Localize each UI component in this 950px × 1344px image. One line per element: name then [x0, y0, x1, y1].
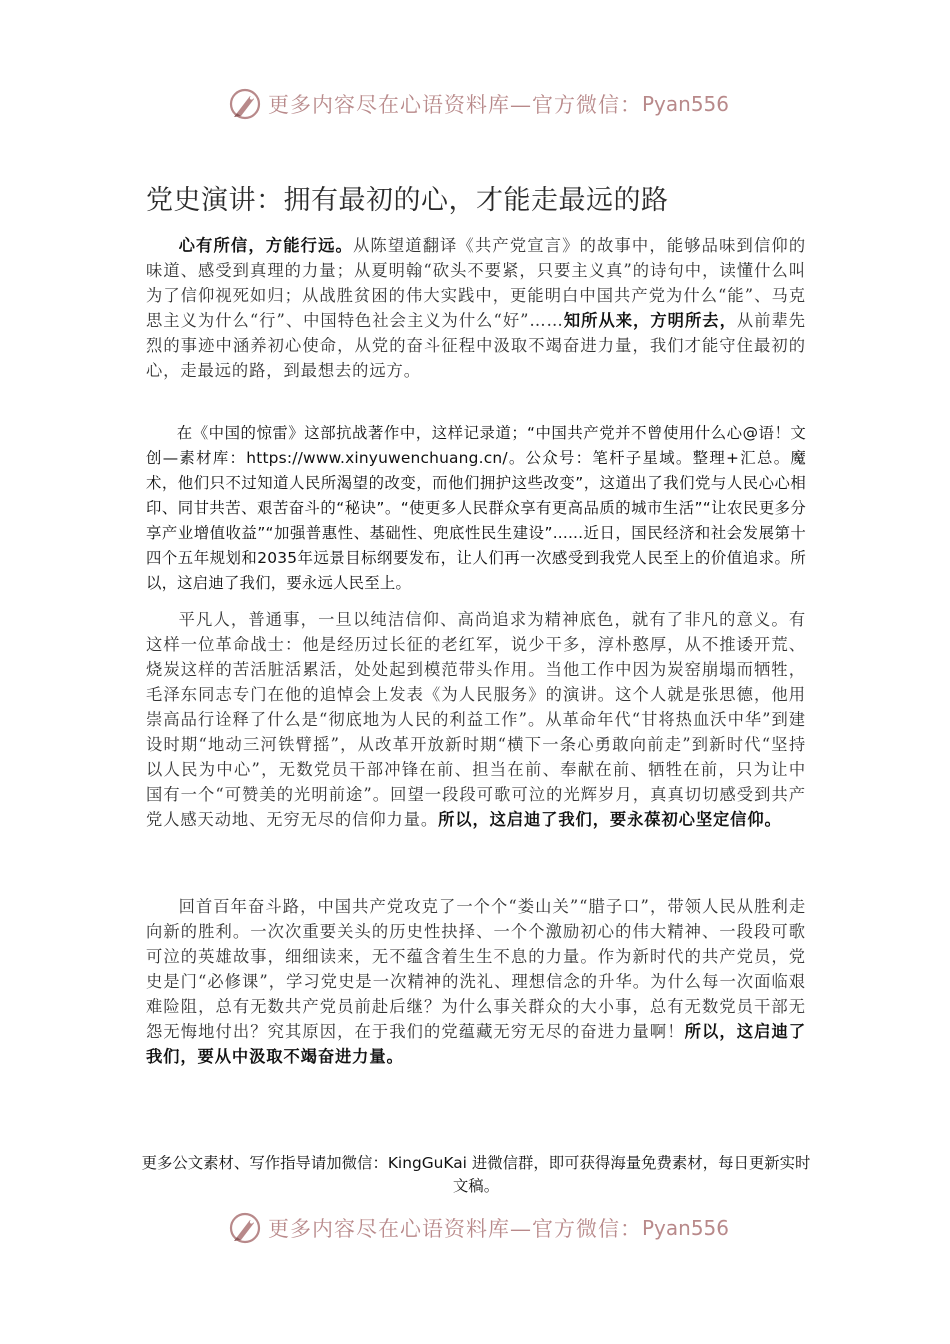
- paragraph-4: [146, 894, 806, 1069]
- footer-note: 更多公文素材、写作指导请加微信：KingGuKai 进微信群，即可获得海量免费素材，每日更新实时文稿。: [141, 1154, 811, 1195]
- paragraph-2: 在《中国的惊雷》这部抗战著作中，这样记录道；“中国共产党并不曾使用什么心@语！文创—素材库：https://www.xinyuwenchuang.cn/。公众号：笔杆子星域。整理+汇总。魔术，他们只不过知道人民所渴望的改变，而他们拥护这些改变”，这道出了我们党与人民心心相印、同甘共苦、艰苦奋斗的“秘诀”。“使更多人民群众享有更高品质的城市生活”“让农民更多分享产业增值收益”“加强普惠性、基础性、兜底性民生建设”......近日，国民经济和社会发展第十四个五年规划和2035年远景目标纲要发布，让人们再一次感受到我党人民至上的价值追求。所以，这启迪了我们，要永远人民至上。: [146, 424, 806, 592]
- paragraph-3-conclusion: 所以，这启迪了我们，要永葆初心坚定信仰。: [438, 810, 782, 829]
- banner-wechat-id: Pyan556: [642, 92, 730, 116]
- paragraph-1-emphasis: 知所从来，方明所去，: [563, 311, 737, 330]
- pen-nib-logo-icon: [228, 1211, 262, 1245]
- paragraph-3: [146, 607, 806, 832]
- paragraph-1-lead: 心有所信，方能行远。: [178, 236, 353, 255]
- banner-text: 更多内容尽在心语资料库—官方微信：: [268, 1217, 642, 1241]
- paragraph-1-text-a: 从陈望道翻译《共产党宣言》的故事中，能够品味到信仰的味道、感受到真理的力量；从夏明翰“砍头不要紧，只要主义真”的诗句中，读懂什么叫为了信仰视死如归；从战胜贫困的伟大实践中，更能明白中国共产党为什么“能”、马克思主义为什么“行”、中国特色社会主义为什么“好”……: [146, 236, 806, 330]
- paragraph-4-conclusion: 所以，这启迪了我们，要从中汲取不竭奋进力量。: [146, 1022, 806, 1066]
- paragraph-1-text-b: 从前辈先烈的事迹中涵养初心使命，从党的奋斗征程中汲取不竭奋进力量，我们才能守住最初的心，走最远的路，到最想去的远方。: [146, 311, 806, 380]
- paragraph-3-text: 平凡人，普通事，一旦以纯洁信仰、高尚追求为精神底色，就有了非凡的意义。有这样一位革命战士：他是经历过长征的老红军，说少干多，淳朴憨厚，从不推诿开荒、烧炭这样的苦活脏活累活，处处起到模范带头作用。当他工作中因为炭窑崩塌而牺牲，毛泽东同志专门在他的追悼会上发表《为人民服务》的演讲。这个人就是张思德，他用崇高品行诠释了什么是“彻底地为人民的利益工作”。从革命年代“甘将热血沃中华”到建设时期“地动三河铁臂摇”，从改革开放新时期“横下一条心勇敢向前走”到新时代“坚持以人民为中心”，无数党员干部冲锋在前、担当在前、奉献在前、牺牲在前，只为让中国有一个“可赞美的光明前途”。回望一段段可歌可泣的光辉岁月，真真切切感受到共产党人感天动地、无穷无尽的信仰力量。: [146, 610, 806, 829]
- paragraph-1: [146, 233, 806, 383]
- footer-banner: [228, 1208, 728, 1248]
- banner-wechat-id: Pyan556: [642, 1216, 730, 1240]
- banner-text: 更多内容尽在心语资料库—官方微信：: [268, 93, 642, 117]
- paragraph-4-text: 回首百年奋斗路，中国共产党攻克了一个个“娄山关”“腊子口”，带领人民从胜利走向新的胜利。一次次重要关头的历史性抉择、一个个激励初心的伟大精神、一段段可歌可泣的英雄故事，细细读来，无不蕴含着生生不息的力量。作为新时代的共产党员，党史是门“必修课”，学习党史是一次精神的洗礼、理想信念的升华。为什么每一次面临艰难险阻，总有无数共产党员前赴后继？为什么事关群众的大小事，总有无数党员干部无怨无悔地付出？究其原因，在于我们的党蕴藏无穷无尽的奋进力量啊！: [146, 897, 806, 1041]
- pen-nib-logo-icon: [228, 87, 262, 121]
- page-title: 党史演讲：拥有最初的心，才能走最远的路: [146, 185, 669, 216]
- header-banner: [228, 84, 728, 124]
